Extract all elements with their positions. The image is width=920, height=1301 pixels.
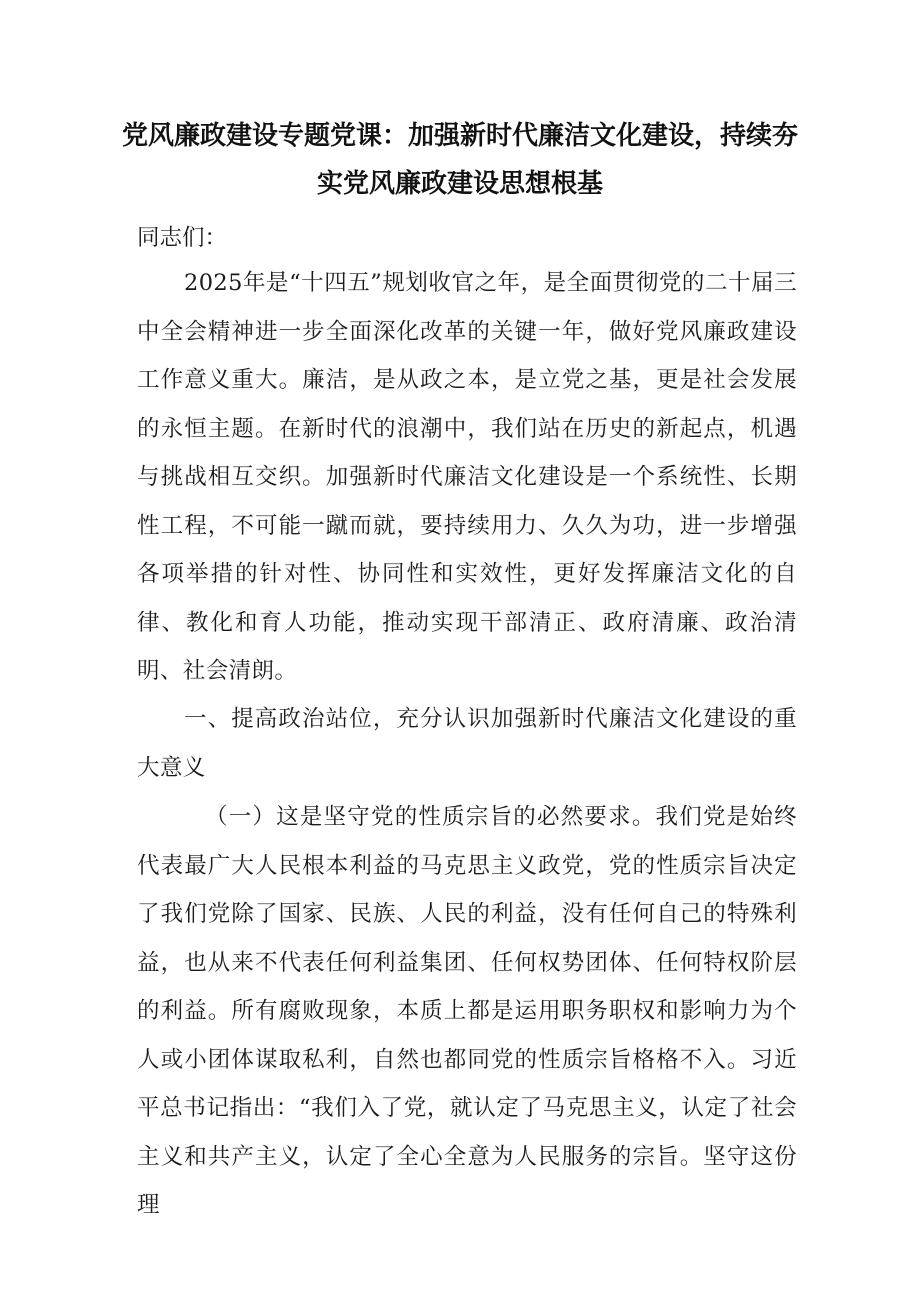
subsection-paragraph: （一）这是坚守党的性质宗旨的必然要求。我们党是始终代表最广大人民根本利益的马克思主义政党，党的性质宗旨决定了我们党除了国家、民族、人民的利益，没有任何自己的特殊利益，也从来不代表任何利益集团、任何权势团体、任何特权阶层的利益。所有腐败现象，本质上都是运用职务职权和影响力为个人或小团体谋取私利，自然也都同党的性质宗旨格格不入。习近平总书记指出：“我们入了党，就认定了马克思主义，认定了社会主义和共产主义，认定了全心全意为人民服务的宗旨。坚守这份理	[137, 804, 797, 1218]
salutation: 同志们：	[137, 225, 228, 251]
document-title: 党风廉政建设专题党课：加强新时代廉洁文化建设，持续夯实党风廉政建设思想根基	[121, 121, 798, 199]
intro-paragraph: 2025年是“十四五”规划收官之年，是全面贯彻党的二十届三中全会精神进一步全面深化改革的关键一年，做好党风廉政建设工作意义重大。廉洁，是从政之本，是立党之基，更是社会发展的永恒主题。在新时代的浪潮中，我们站在历史的新起点，机遇与挑战相互交织。加强新时代廉洁文化建设是一个系统性、长期性工程，不可能一蹴而就，要持续用力、久久为功，进一步增强各项举措的针对性、协同性和实效性，更好发挥廉洁文化的自律、教化和育人功能，推动实现干部清正、政府清廉、政治清明、社会清朗。	[137, 270, 797, 684]
section-heading: 一、提高政治站位，充分认识加强新时代廉洁文化建设的重大意义	[137, 706, 797, 781]
